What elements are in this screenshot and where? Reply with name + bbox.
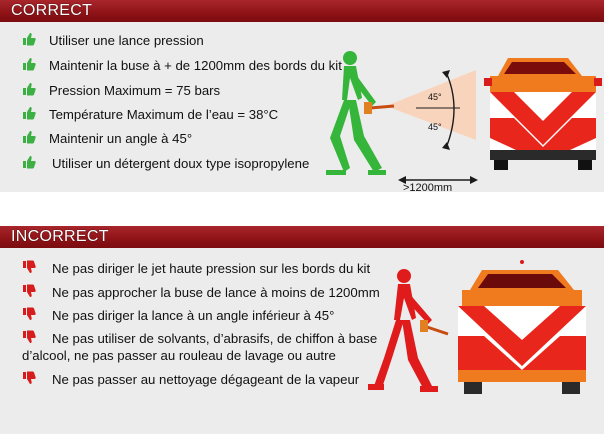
incorrect-panel xyxy=(0,226,604,434)
angle-bottom-label: 45° xyxy=(428,122,442,132)
green-person xyxy=(326,51,386,175)
incorrect-item-text: Ne pas approcher la buse de lance à moins de 1200mm xyxy=(52,285,380,300)
thumbs-down-icon xyxy=(22,307,36,321)
incorrect-title: INCORRECT xyxy=(11,228,109,245)
thumbs-down-icon xyxy=(22,330,36,344)
incorrect-item-text: Ne pas diriger la lance à un angle inférieur à 45° xyxy=(52,308,335,323)
thumbs-up-icon xyxy=(22,155,36,169)
correct-header xyxy=(0,0,604,22)
thumbs-down-icon xyxy=(22,260,36,274)
thumbs-down-icon xyxy=(22,284,36,298)
correct-item-text: Maintenir un angle à 45° xyxy=(49,131,193,146)
incorrect-item-continuation: d’alcool, ne pas passer au rouleau de lavage ou autre xyxy=(22,348,336,363)
distance-label: >1200mm xyxy=(403,182,453,194)
angle-top-label: 45° xyxy=(428,92,442,102)
correct-item-text: Utiliser une lance pression xyxy=(49,33,204,48)
incorrect-item-text: Ne pas passer au nettoyage dégageant de la vapeur xyxy=(52,372,360,387)
correct-item-text: Température Maximum de l’eau = 38°C xyxy=(49,107,279,122)
incorrect-item-text: Ne pas utiliser de solvants, d’abrasifs, de chiffon à base xyxy=(52,331,378,346)
thumbs-down-icon xyxy=(22,371,36,385)
incorrect-header xyxy=(0,226,604,248)
thumbs-up-icon xyxy=(22,57,36,71)
correct-panel xyxy=(0,0,604,192)
correct-title: CORRECT xyxy=(11,2,93,19)
correct-item-text: Utiliser un détergent doux type isopropylene xyxy=(52,156,310,171)
correct-illustration xyxy=(320,28,604,192)
thumbs-up-icon xyxy=(22,82,36,96)
thumbs-up-icon xyxy=(22,106,36,120)
car-rear xyxy=(458,260,586,394)
correct-item-text: Pression Maximum = 75 bars xyxy=(49,83,221,98)
correct-item-text: Maintenir la buse à + de 1200mm des bords du kit xyxy=(49,58,342,73)
incorrect-illustration xyxy=(360,254,604,434)
thumbs-up-icon xyxy=(22,130,36,144)
incorrect-item-text: Ne pas diriger le jet haute pression sur les bords du kit xyxy=(52,261,371,276)
car-rear xyxy=(484,58,602,170)
thumbs-up-icon xyxy=(22,32,36,46)
